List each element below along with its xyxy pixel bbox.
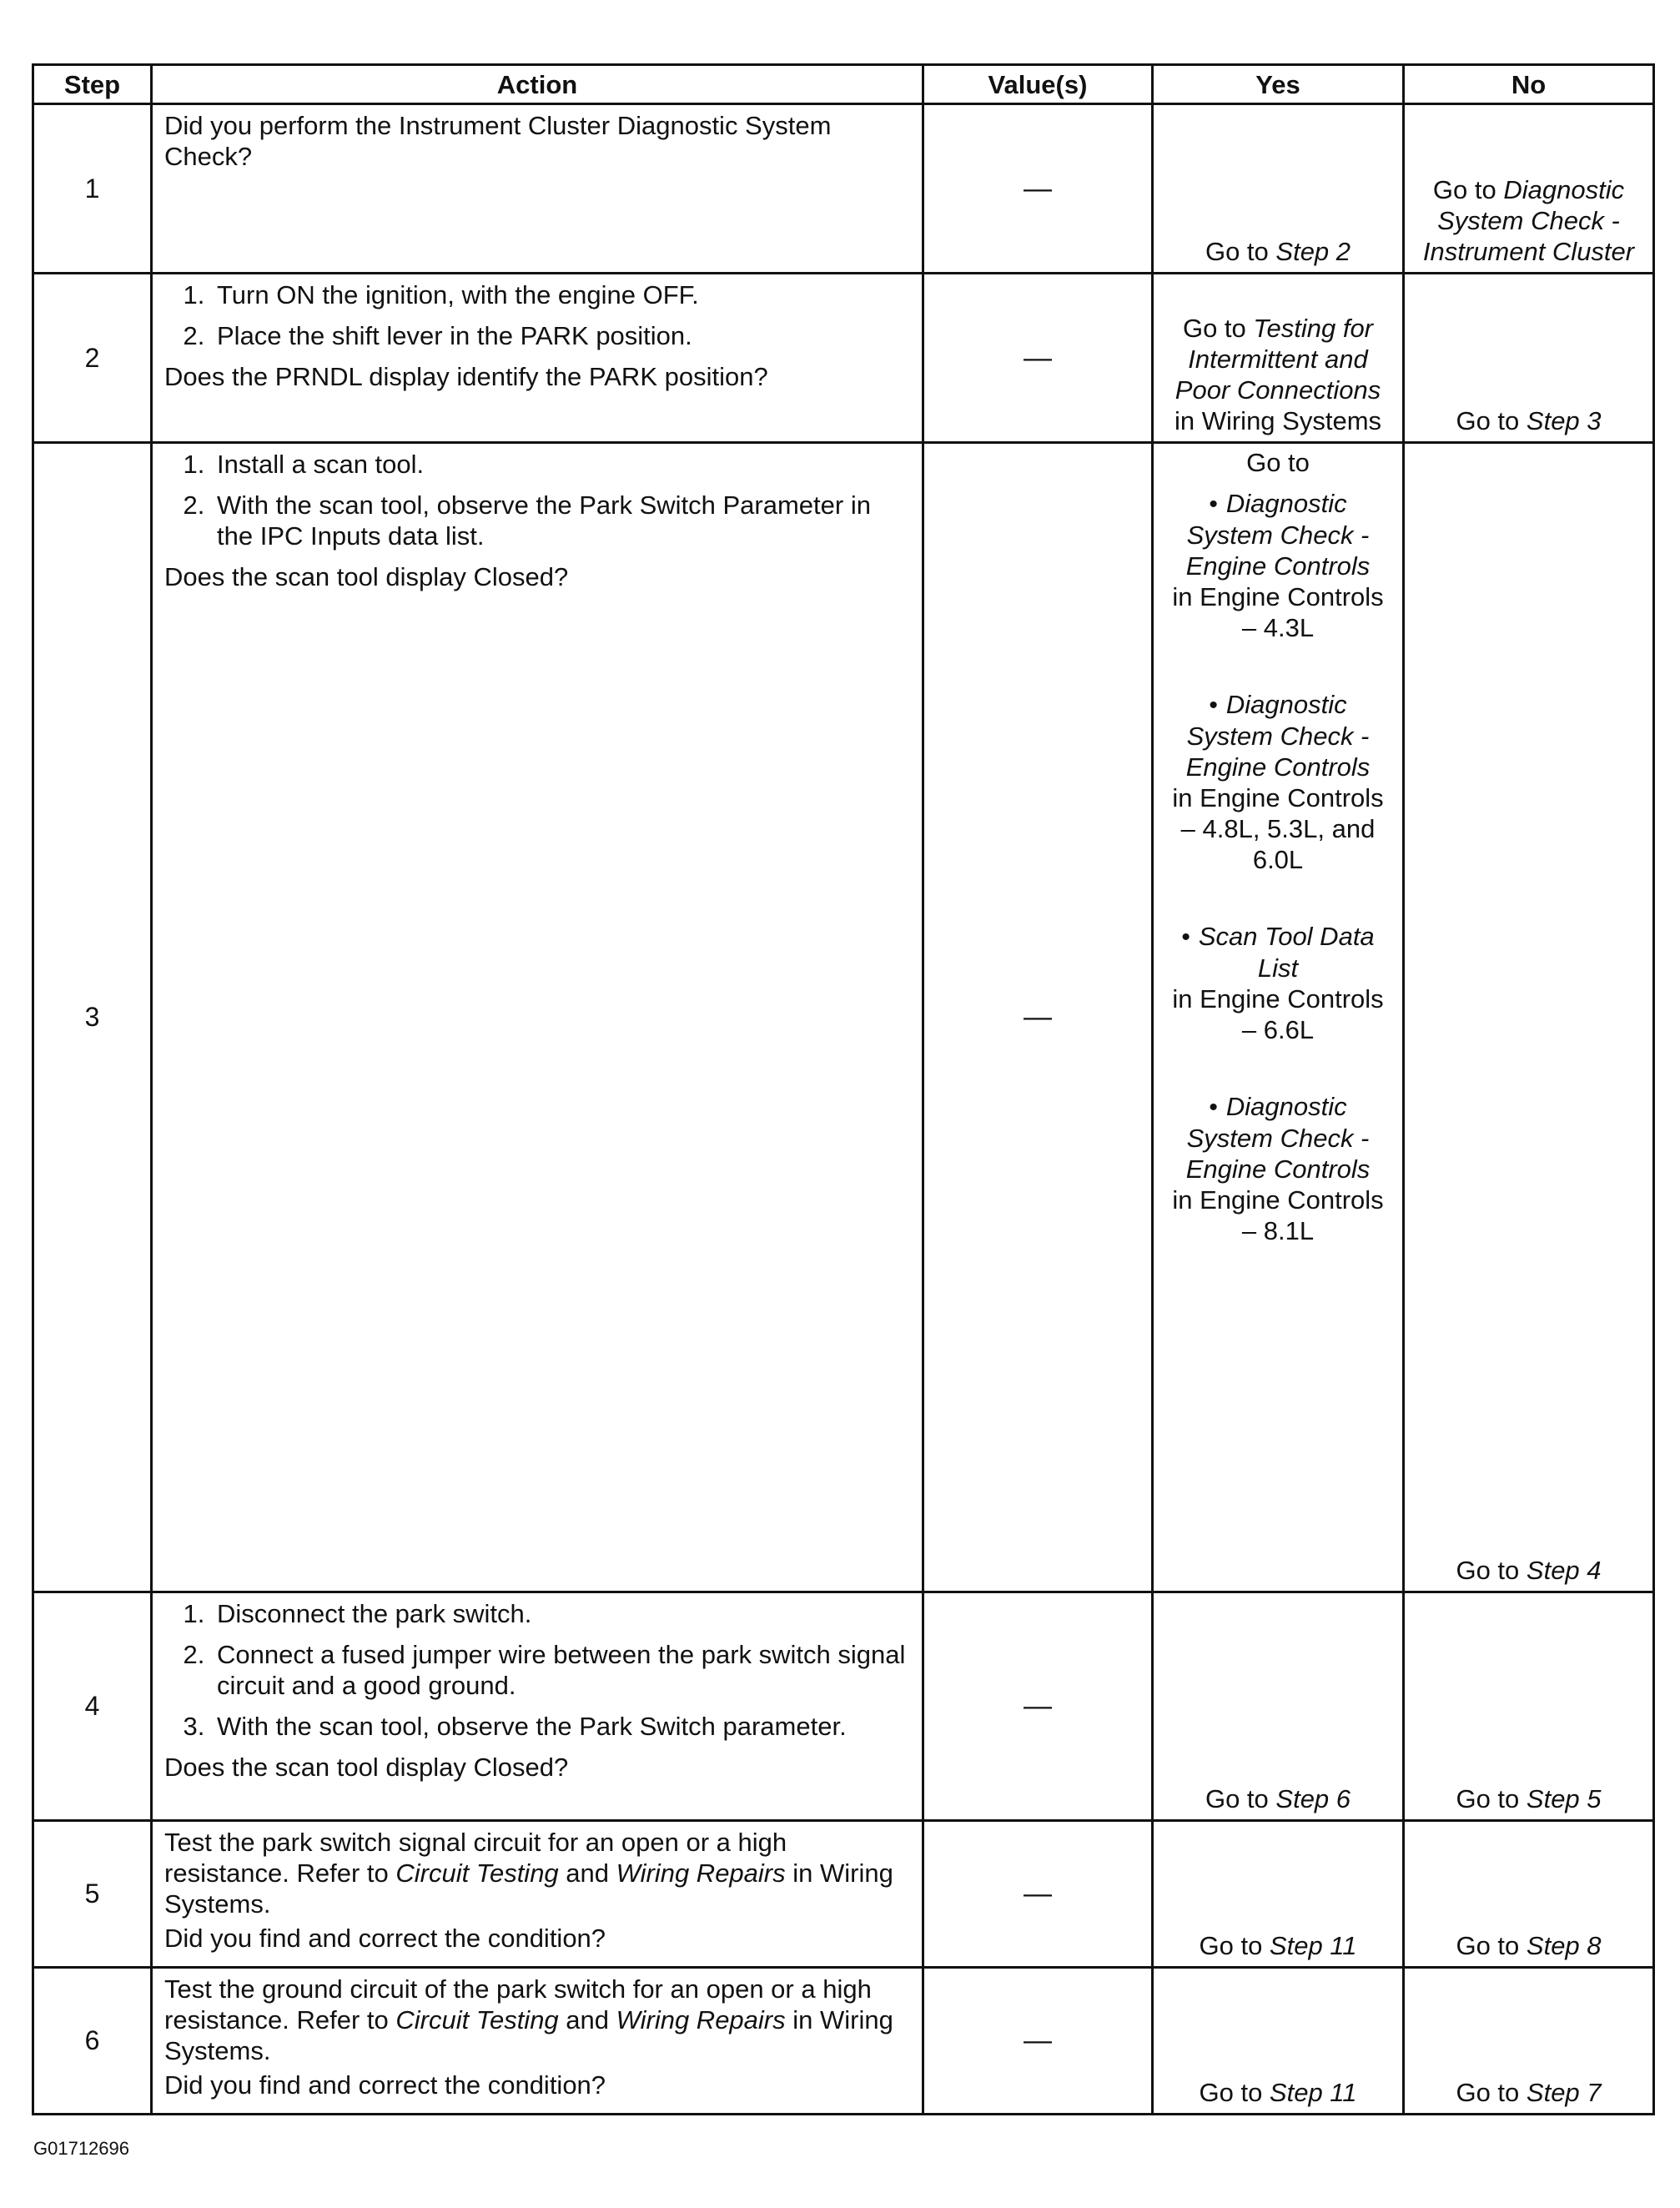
value-cell: — xyxy=(923,1821,1153,1968)
doc-link[interactable]: Diagnostic System Check - Instrument Cluster xyxy=(1422,175,1635,266)
step-number: 2 xyxy=(33,274,152,443)
col-header-action: Action xyxy=(152,65,923,104)
col-header-step: Step xyxy=(33,65,152,104)
doc-location: in Engine Controls – 4.8L, 5.3L, and 6.0L xyxy=(1172,783,1384,874)
step-number: 5 xyxy=(33,1821,152,1968)
no-cell xyxy=(1404,1592,1654,1821)
action-item: 2. Place the shift lever in the PARK position. xyxy=(212,320,910,351)
instruction-part: and xyxy=(558,2005,616,2034)
table-row xyxy=(33,1821,1654,1968)
doc-location: in Engine Controls – 6.6L xyxy=(1172,984,1384,1044)
no-cell xyxy=(1404,104,1654,274)
instruction-part: Test the ground circuit of the park switch for an open or a high resistance. Refer to xyxy=(164,1974,872,2034)
reference-item xyxy=(1165,1091,1391,1246)
action-item: 2. With the scan tool, observe the Park Switch Parameter in the IPC Inputs data list. xyxy=(212,490,910,551)
goto-prefix: Go to xyxy=(1456,1556,1527,1585)
doc-link[interactable]: Testing for Intermittent and Poor Connections xyxy=(1174,314,1381,405)
bullet-icon: • xyxy=(1209,692,1218,719)
no-cell xyxy=(1404,1821,1654,1968)
table-row xyxy=(33,274,1654,443)
yes-cell xyxy=(1153,1821,1404,1968)
doc-link[interactable]: Circuit Testing xyxy=(395,1858,559,1888)
no-cell xyxy=(1404,443,1654,1592)
diagnostic-table xyxy=(32,63,1655,2115)
goto-prefix: Go to xyxy=(1456,406,1527,435)
goto-prefix: Go to xyxy=(1205,1784,1276,1813)
no-cell xyxy=(1404,274,1654,443)
step-link[interactable]: Step 2 xyxy=(1275,237,1351,266)
step-number: 6 xyxy=(33,1968,152,2115)
goto-prefix: Go to xyxy=(1199,2078,1270,2107)
action-cell xyxy=(152,104,923,274)
table-row xyxy=(33,104,1654,274)
value-cell: — xyxy=(923,274,1153,443)
doc-link[interactable]: Diagnostic System Check - Engine Controls xyxy=(1185,690,1371,782)
doc-location: in Engine Controls – 4.3L xyxy=(1172,582,1384,642)
instruction-part: Test the park switch signal circuit for an open or a high resistance. Refer to xyxy=(164,1828,787,1888)
action-cell xyxy=(152,274,923,443)
goto-prefix: Go to xyxy=(1199,1931,1270,1960)
instruction-text xyxy=(164,1974,910,2066)
action-item: 1. Turn ON the ignition, with the engine OFF. xyxy=(212,279,910,310)
action-item: 1. Disconnect the park switch. xyxy=(212,1598,910,1629)
bullet-icon: • xyxy=(1209,490,1218,518)
action-cell xyxy=(152,1968,923,2115)
reference-list xyxy=(1165,488,1391,1246)
action-cell xyxy=(152,1592,923,1821)
goto-prefix: Go to xyxy=(1432,175,1504,204)
no-cell xyxy=(1404,1968,1654,2115)
table-row xyxy=(33,1592,1654,1821)
doc-link[interactable]: Wiring Repairs xyxy=(616,1858,786,1888)
step-link[interactable]: Step 4 xyxy=(1526,1556,1602,1585)
doc-link[interactable]: Circuit Testing xyxy=(395,2005,559,2034)
action-cell xyxy=(152,1821,923,1968)
bullet-icon: • xyxy=(1181,923,1190,951)
step-link[interactable]: Step 3 xyxy=(1526,406,1602,435)
doc-location: in Engine Controls – 8.1L xyxy=(1172,1185,1384,1245)
reference-item xyxy=(1165,689,1391,875)
bullet-icon: • xyxy=(1209,1094,1218,1121)
question-text: Does the scan tool display Closed? xyxy=(164,562,569,591)
yes-cell xyxy=(1153,1592,1404,1821)
col-header-yes: Yes xyxy=(1153,65,1404,104)
value-cell: — xyxy=(923,1968,1153,2115)
step-link[interactable]: Step 7 xyxy=(1526,2078,1602,2107)
action-item: 3. With the scan tool, observe the Park Switch parameter. xyxy=(212,1711,910,1742)
yes-cell xyxy=(1153,274,1404,443)
instruction-part: and xyxy=(558,1858,616,1888)
yes-cell xyxy=(1153,1968,1404,2115)
col-header-values: Value(s) xyxy=(923,65,1153,104)
step-number: 3 xyxy=(33,443,152,1592)
instruction-part: in Wiring Systems. xyxy=(164,2005,893,2065)
goto-prefix: Go to xyxy=(1456,2078,1527,2107)
table-row xyxy=(33,1968,1654,2115)
yes-cell xyxy=(1153,443,1404,1592)
doc-location: in Wiring Systems xyxy=(1174,406,1382,435)
figure-code: G01712696 xyxy=(33,2138,129,2159)
action-list xyxy=(164,1598,910,1742)
action-list xyxy=(164,279,910,351)
step-link[interactable]: Step 5 xyxy=(1526,1784,1602,1813)
question-text: Did you find and correct the condition? xyxy=(164,2070,606,2100)
question-text: Does the scan tool display Closed? xyxy=(164,1753,569,1782)
goto-prefix: Go to xyxy=(1456,1784,1527,1813)
instruction-part: in Wiring Systems. xyxy=(164,1858,893,1919)
doc-link[interactable]: Diagnostic System Check - Engine Controls xyxy=(1185,1092,1371,1184)
step-number: 1 xyxy=(33,104,152,274)
action-item: 2. Connect a fused jumper wire between the park switch signal circuit and a good ground. xyxy=(212,1639,910,1701)
reference-item xyxy=(1165,488,1391,643)
doc-link[interactable]: Scan Tool Data List xyxy=(1198,922,1375,983)
doc-link[interactable]: Diagnostic System Check - Engine Controls xyxy=(1185,489,1371,581)
table-row xyxy=(33,443,1654,1592)
col-header-no: No xyxy=(1404,65,1654,104)
step-number: 4 xyxy=(33,1592,152,1821)
yes-cell xyxy=(1153,104,1404,274)
doc-link[interactable]: Wiring Repairs xyxy=(616,2005,786,2034)
step-link[interactable]: Step 11 xyxy=(1269,2078,1357,2107)
step-link[interactable]: Step 11 xyxy=(1269,1931,1357,1960)
question-text: Did you perform the Instrument Cluster Diagnostic System Check? xyxy=(164,111,832,171)
question-text: Does the PRNDL display identify the PARK position? xyxy=(164,362,768,391)
goto-prefix: Go to xyxy=(1205,237,1276,266)
value-cell: — xyxy=(923,443,1153,1592)
question-text: Did you find and correct the condition? xyxy=(164,1924,606,1953)
action-list xyxy=(164,449,910,551)
header-row xyxy=(33,65,1654,104)
goto-prefix: Go to xyxy=(1246,448,1310,477)
value-cell: — xyxy=(923,104,1153,274)
step-link[interactable]: Step 6 xyxy=(1275,1784,1351,1813)
goto-prefix: Go to xyxy=(1456,1931,1527,1960)
goto-prefix: Go to xyxy=(1182,314,1254,343)
action-cell xyxy=(152,443,923,1592)
instruction-text xyxy=(164,1827,910,1919)
value-cell: — xyxy=(923,1592,1153,1821)
action-item: 1. Install a scan tool. xyxy=(212,449,910,480)
step-link[interactable]: Step 8 xyxy=(1526,1931,1602,1960)
reference-item xyxy=(1165,921,1391,1045)
